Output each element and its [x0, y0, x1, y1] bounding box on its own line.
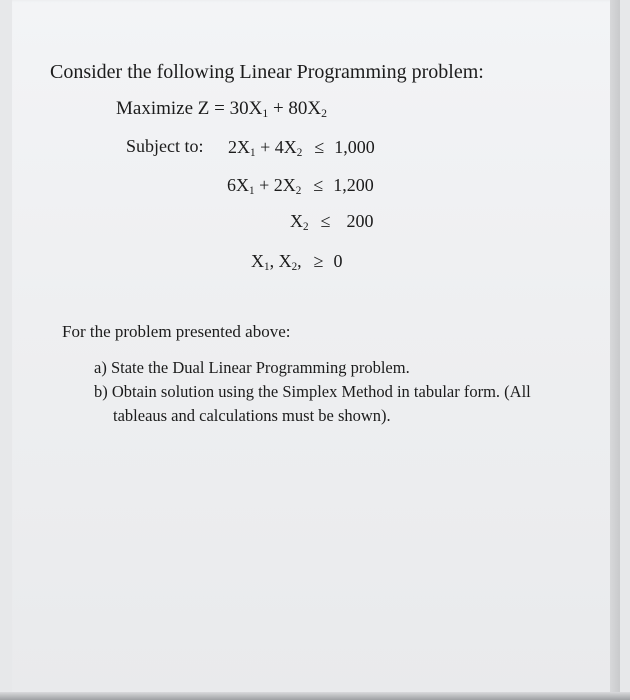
constraint-1-sub-1: 1	[250, 146, 256, 159]
objective-sub-1: 1	[262, 106, 269, 120]
constraint-1-rhs: 1,000	[334, 137, 375, 157]
constraint-2-rhs: 1,200	[333, 175, 374, 195]
question-b	[94, 384, 531, 401]
objective-prefix: Maximize Z = 30X	[116, 98, 263, 119]
nonneg-term-2: , X	[269, 251, 292, 271]
constraint-2-term-1: 6X	[227, 175, 249, 195]
nonneg-term-1: X	[251, 251, 264, 271]
monitor-bezel	[0, 692, 630, 700]
nonnegativity-constraint	[251, 251, 343, 273]
question-a	[94, 360, 410, 377]
constraint-2	[227, 175, 374, 197]
objective-mid: + 80X	[268, 98, 322, 119]
constraint-3-rhs: 200	[346, 211, 374, 231]
constraint-1	[228, 137, 375, 159]
constraint-2-symbol: ≤	[313, 175, 324, 195]
questions-intro: For the problem presented above:	[62, 322, 291, 341]
question-b-text-line-1: Obtain solution using the Simplex Method in tabular form. (All	[111, 382, 531, 401]
constraint-2-sub-1: 1	[249, 184, 255, 197]
constraint-2-sub-2: 2	[295, 184, 302, 197]
constraint-1-term-1: 2X	[228, 137, 250, 157]
question-a-text: State the Dual Linear Programming problem.	[110, 358, 410, 377]
constraint-3-sub-1: 2	[303, 220, 309, 233]
constraint-3-symbol: ≤	[320, 211, 331, 231]
constraint-3	[290, 211, 374, 233]
constraint-2-term-2: + 2X	[254, 175, 296, 195]
constraint-1-term-2: + 4X	[255, 137, 297, 157]
question-a-label: a)	[94, 358, 107, 377]
subject-to-label: Subject to:	[126, 136, 204, 156]
nonneg-symbol: ≥	[313, 251, 324, 271]
objective-sub-2: 2	[321, 106, 328, 120]
question-b-label: b)	[94, 382, 108, 401]
objective-function	[116, 99, 327, 118]
nonneg-sub-2: 2	[291, 260, 298, 273]
constraint-1-symbol: ≤	[314, 137, 325, 157]
nonneg-sub-1: 1	[264, 260, 270, 273]
constraint-3-term-1: X	[290, 211, 303, 231]
nonneg-rhs: 0	[333, 251, 343, 271]
question-b-line-2: tableaus and calculations must be shown).	[113, 406, 391, 425]
constraint-1-sub-2: 2	[296, 146, 303, 159]
nonneg-comma: ,	[297, 251, 302, 271]
problem-intro: Consider the following Linear Programming problem:	[50, 61, 484, 83]
page-edge	[610, 0, 620, 700]
